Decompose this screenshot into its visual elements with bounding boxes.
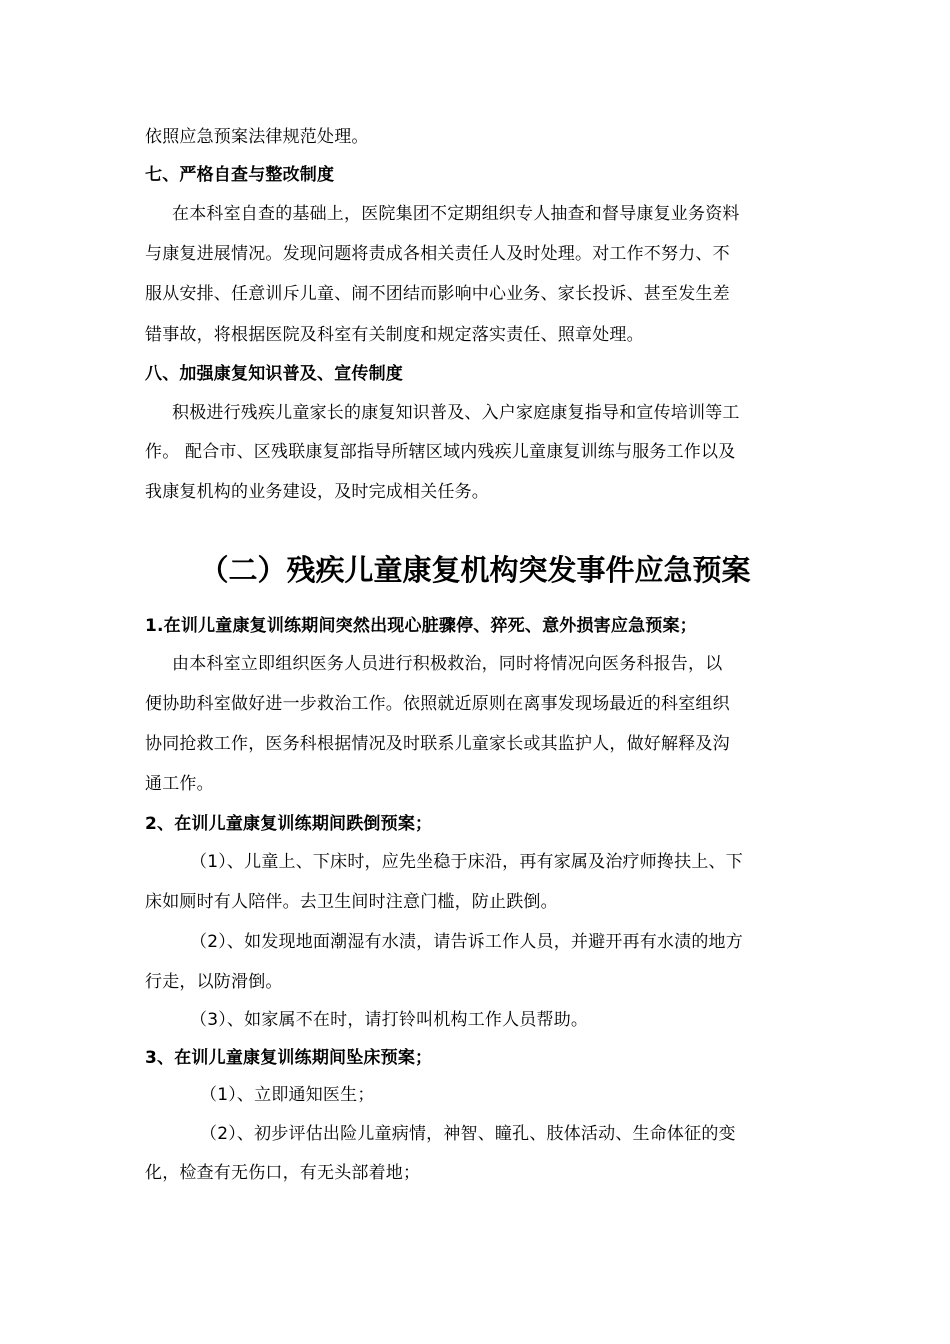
paragraph-line: 便协助科室做好进一步救治工作。依照就近原则在离事发现场最近的科室组织: [145, 694, 730, 714]
list-item-line: （3）、如家属不在时，请打铃叫机构工作人员帮助。: [190, 1010, 589, 1030]
paragraph-line: 积极进行残疾儿童家长的康复知识普及、入户家庭康复指导和宣传培训等工: [172, 403, 740, 423]
list-item-line: 化，检查有无伤口，有无头部着地；: [145, 1163, 421, 1183]
list-item-line: 行走，以防滑倒。: [145, 972, 283, 992]
list-item-line: 床如厕时有人陪伴。去卫生间时注意门槛，防止跌倒。: [145, 892, 558, 912]
subsection-heading-2: 2、在训儿童康复训练期间跌倒预案；: [145, 814, 433, 834]
paragraph-line: 与康复进展情况。发现问题将责成各相关责任人及时处理。对工作不努力、不: [145, 244, 730, 264]
paragraph-line: 依照应急预案法律规范处理。: [145, 127, 369, 147]
paragraph-line: 通工作。: [145, 774, 214, 794]
list-item-line: （1）、儿童上、下床时，应先坐稳于床沿，再有家属及治疗师搀扶上、下: [190, 852, 743, 872]
paragraph-line: 我康复机构的业务建设，及时完成相关任务。: [145, 482, 489, 502]
list-item-line: （2）、初步评估出险儿童病情，神智、瞳孔、肢体活动、生命体征的变: [200, 1124, 736, 1144]
list-item-line: （2）、如发现地面潮湿有水渍，请告诉工作人员，并避开再有水渍的地方: [190, 932, 743, 952]
paragraph-line: 在本科室自查的基础上，医院集团不定期组织专人抽查和督导康复业务资料: [172, 204, 740, 224]
section-heading-8: 八、加强康复知识普及、宣传制度: [145, 364, 403, 384]
section-title: （二）残疾儿童康复机构突发事件应急预案: [199, 553, 751, 587]
paragraph-line: 错事故，将根据医院及科室有关制度和规定落实责任、照章处理。: [145, 325, 644, 345]
paragraph-line: 服从安排、任意训斥儿童、闹不团结而影响中心业务、家长投诉、甚至发生差: [145, 284, 730, 304]
paragraph-line: 协同抢救工作，医务科根据情况及时联系儿童家长或其监护人，做好解释及沟: [145, 734, 730, 754]
list-item-line: （1）、立即通知医生；: [200, 1085, 375, 1105]
section-heading-7: 七、严格自查与整改制度: [145, 165, 335, 185]
subsection-heading-1: 1.在训儿童康复训练期间突然出现心脏骤停、猝死、意外损害应急预案；: [145, 616, 697, 636]
paragraph-line: 由本科室立即组织医务人员进行积极救治，同时将情况向医务科报告，以: [172, 654, 723, 674]
paragraph-line: 作。 配合市、区残联康复部指导所辖区域内残疾儿童康复训练与服务工作以及: [145, 442, 736, 462]
subsection-heading-3: 3、在训儿童康复训练期间坠床预案；: [145, 1048, 433, 1068]
